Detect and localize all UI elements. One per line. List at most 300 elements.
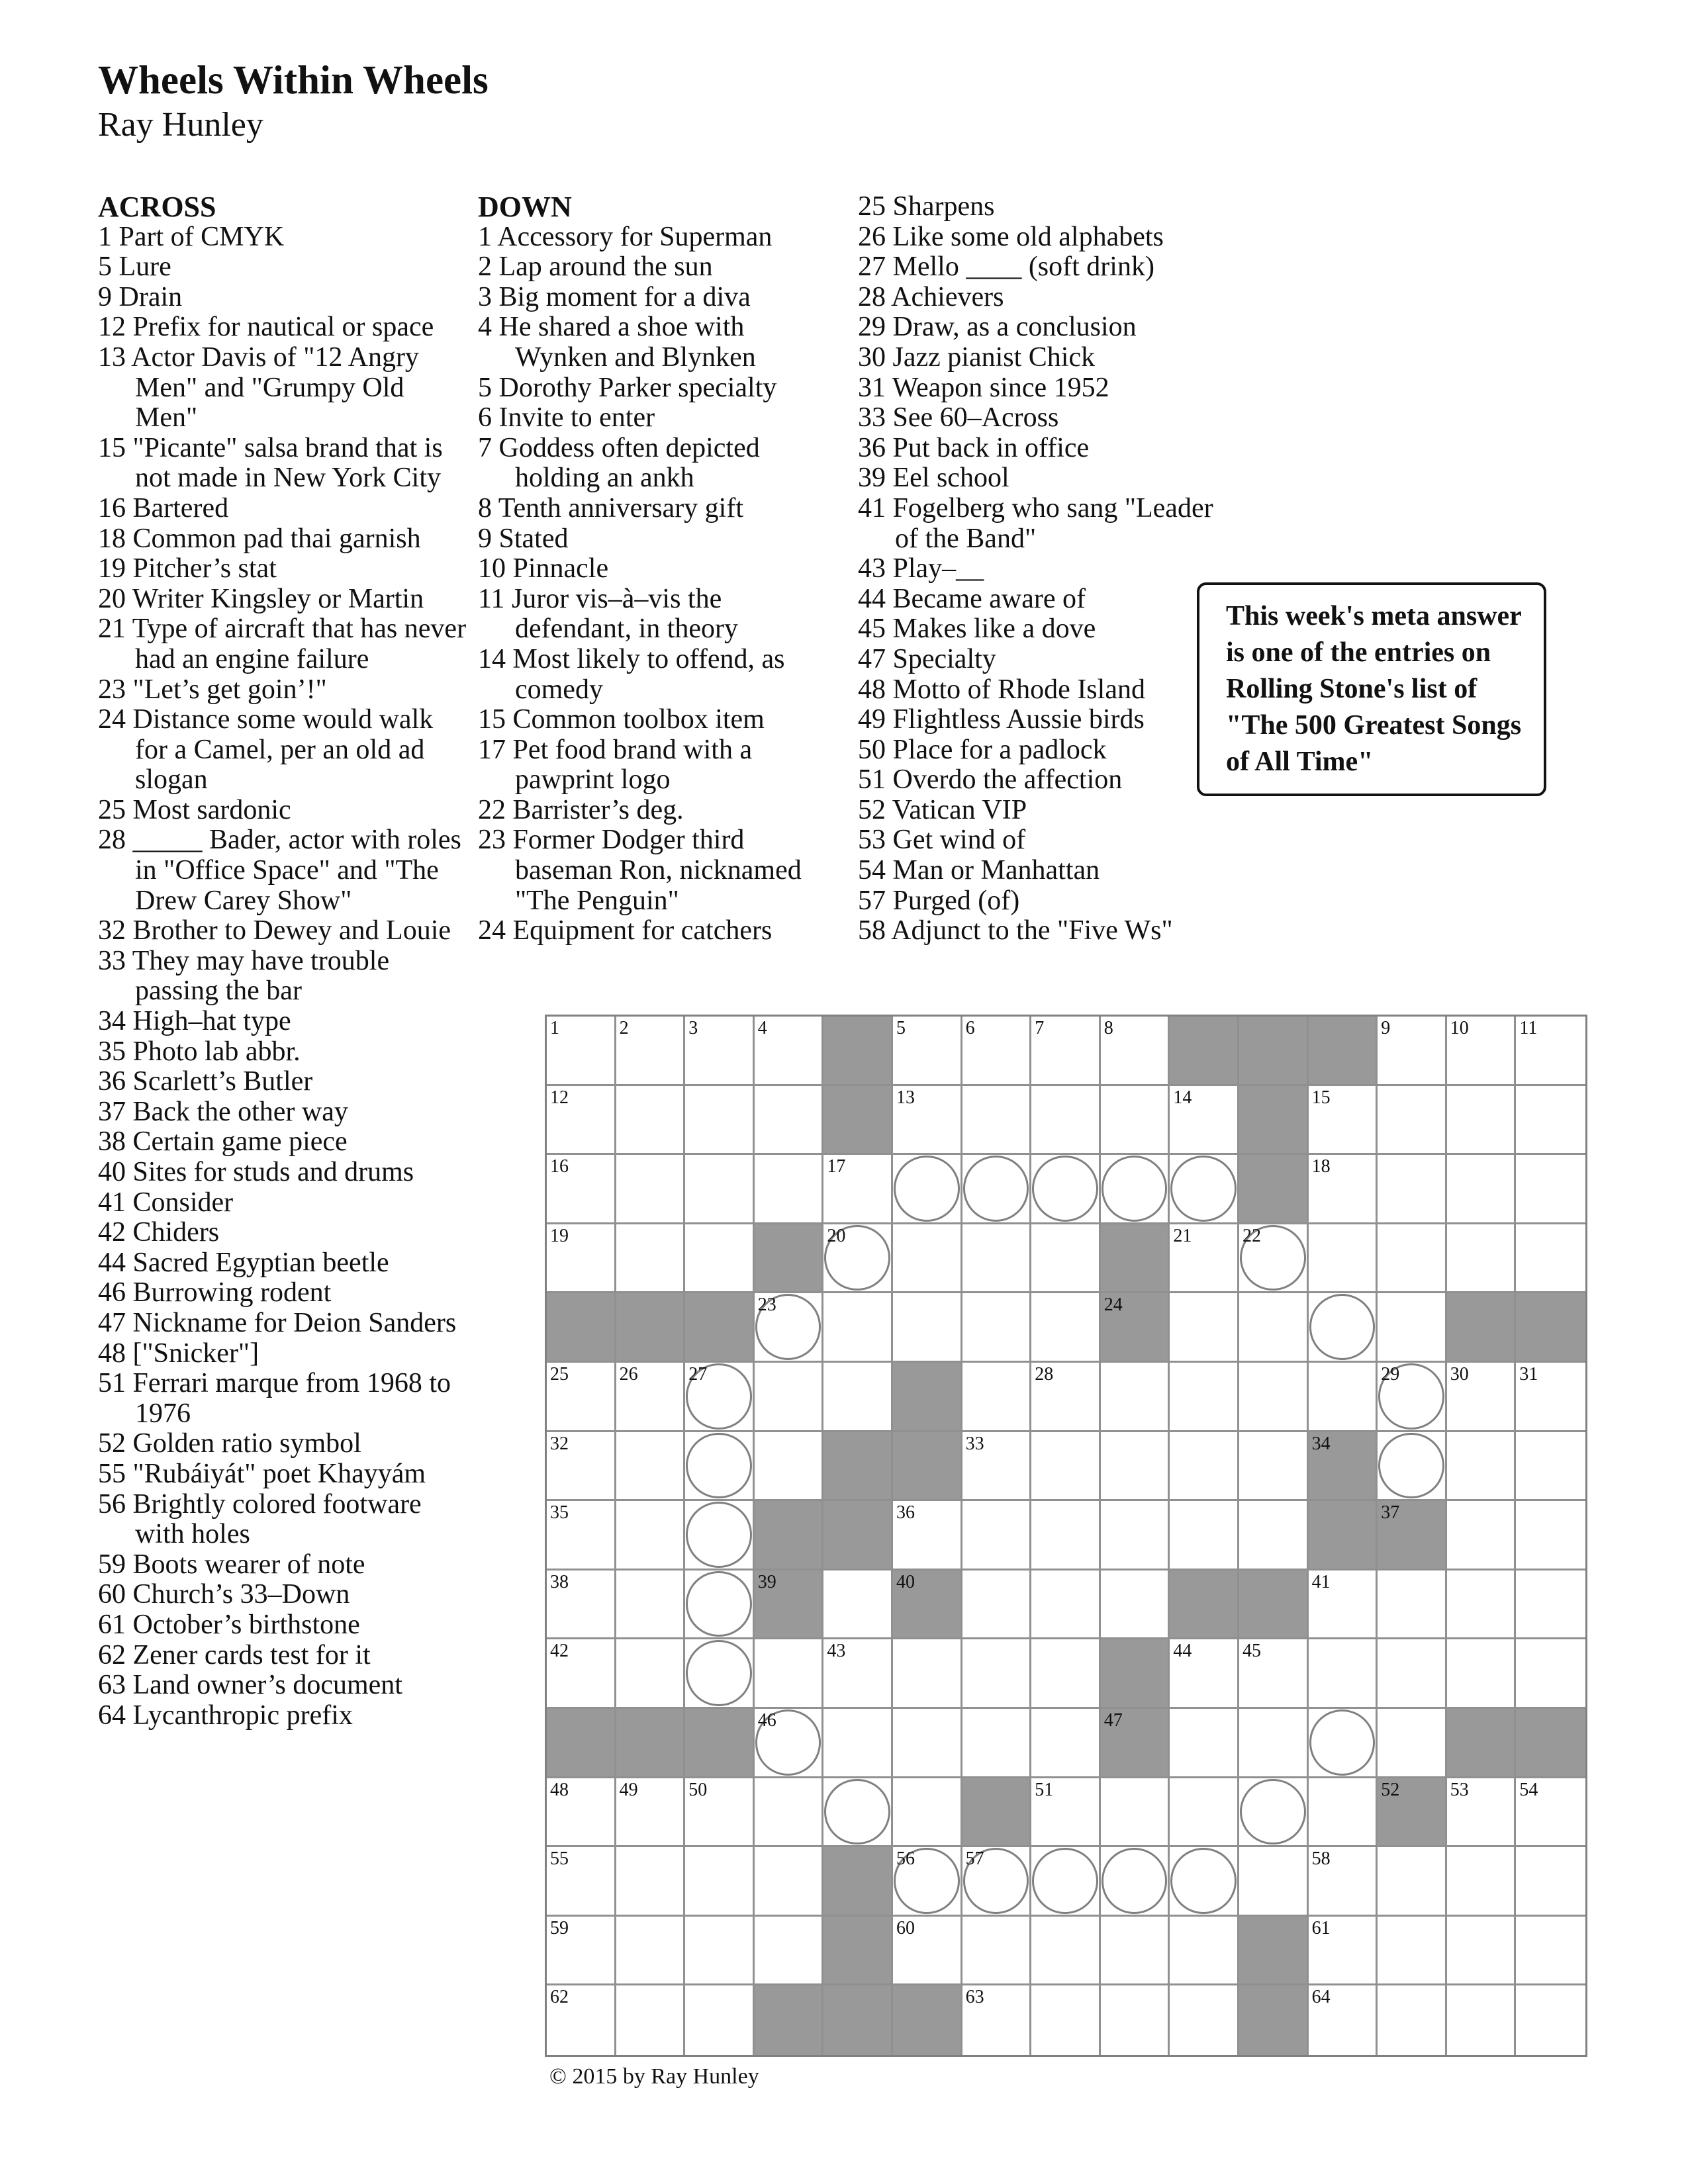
grid-cell[interactable] bbox=[1170, 1363, 1239, 1432]
cell-number: 28 bbox=[1035, 1363, 1054, 1385]
grid-cell[interactable] bbox=[1239, 1293, 1309, 1363]
grid-cell[interactable] bbox=[962, 1224, 1032, 1294]
grid-cell[interactable] bbox=[547, 1570, 616, 1640]
grid-cell[interactable] bbox=[893, 1224, 962, 1294]
grid-cell[interactable] bbox=[1378, 1086, 1447, 1156]
across-clue: 38 Certain game piece bbox=[98, 1126, 348, 1158]
grid-cell-circled[interactable] bbox=[1101, 1847, 1170, 1917]
grid-cell[interactable] bbox=[1031, 1570, 1101, 1640]
grid-block bbox=[893, 1570, 962, 1640]
grid-cell[interactable] bbox=[1101, 1432, 1170, 1502]
grid-cell-circled[interactable] bbox=[1170, 1847, 1239, 1917]
grid-cell[interactable] bbox=[962, 1985, 1032, 2055]
grid-cell[interactable] bbox=[1516, 1847, 1585, 1917]
grid-cell-circled[interactable] bbox=[685, 1432, 755, 1502]
grid-cell[interactable] bbox=[616, 1155, 686, 1224]
down-clue: 33 See 60–Across bbox=[858, 402, 1059, 433]
grid-cell[interactable] bbox=[616, 1985, 686, 2055]
grid-cell[interactable] bbox=[685, 1847, 755, 1917]
grid-block bbox=[1239, 1155, 1309, 1224]
across-clue: 36 Scarlett’s Butler bbox=[98, 1066, 313, 1097]
grid-cell[interactable] bbox=[1516, 1363, 1585, 1432]
cell-number: 56 bbox=[896, 1848, 915, 1870]
grid-cell[interactable] bbox=[547, 1086, 616, 1156]
cell-number: 18 bbox=[1311, 1156, 1331, 1177]
grid-cell[interactable] bbox=[1031, 1017, 1101, 1086]
grid-cell[interactable] bbox=[1101, 1570, 1170, 1640]
grid-block bbox=[685, 1293, 755, 1363]
grid-cell[interactable] bbox=[823, 1293, 893, 1363]
grid-cell[interactable] bbox=[1031, 1778, 1101, 1848]
grid-cell[interactable] bbox=[685, 1985, 755, 2055]
down-clue: 15 Common toolbox item bbox=[478, 704, 765, 735]
grid-cell[interactable] bbox=[1447, 1224, 1517, 1294]
cell-number: 3 bbox=[688, 1018, 698, 1038]
grid-block bbox=[962, 1778, 1032, 1848]
cell-number: 59 bbox=[550, 1917, 569, 1938]
grid-cell-circled[interactable] bbox=[1309, 1709, 1378, 1778]
grid-cell-circled[interactable] bbox=[685, 1363, 755, 1432]
cell-number: 15 bbox=[1311, 1087, 1331, 1108]
grid-cell[interactable] bbox=[1378, 1155, 1447, 1224]
down-heading: DOWN bbox=[478, 191, 572, 223]
cell-number: 25 bbox=[550, 1363, 569, 1385]
grid-cell[interactable] bbox=[1516, 1155, 1585, 1224]
grid-cell[interactable] bbox=[616, 1363, 686, 1432]
grid-cell[interactable] bbox=[1170, 1224, 1239, 1294]
grid-cell-circled[interactable] bbox=[1378, 1363, 1447, 1432]
cell-number: 45 bbox=[1242, 1641, 1261, 1662]
grid-cell[interactable] bbox=[1516, 1639, 1585, 1709]
across-clue: 23 "Let’s get goin’!" bbox=[98, 674, 327, 705]
across-clue: 46 Burrowing rodent bbox=[98, 1277, 332, 1308]
grid-cell[interactable] bbox=[1101, 1363, 1170, 1432]
down-clue: 5 Dorothy Parker specialty bbox=[478, 372, 777, 403]
grid-cell[interactable] bbox=[1170, 1917, 1239, 1986]
cell-number: 63 bbox=[965, 1987, 984, 2008]
cell-number: 41 bbox=[1311, 1571, 1331, 1592]
across-clue: 41 Consider bbox=[98, 1187, 234, 1218]
across-clues-column bbox=[98, 192, 469, 1731]
grid-cell[interactable] bbox=[547, 1432, 616, 1502]
cell-number: 27 bbox=[688, 1363, 708, 1385]
puzzle-author: Ray Hunley bbox=[98, 106, 263, 144]
down-clue: 48 Motto of Rhode Island bbox=[858, 674, 1145, 705]
grid-cell[interactable] bbox=[1516, 1570, 1585, 1640]
grid-cell[interactable] bbox=[1239, 1847, 1309, 1917]
grid-cell-circled[interactable] bbox=[685, 1639, 755, 1709]
grid-cell[interactable] bbox=[616, 1501, 686, 1570]
across-clue: 40 Sites for studs and drums bbox=[98, 1157, 414, 1187]
grid-cell-circled[interactable] bbox=[823, 1224, 893, 1294]
grid-cell[interactable] bbox=[1170, 1985, 1239, 2055]
grid-block bbox=[1516, 1709, 1585, 1778]
grid-cell[interactable] bbox=[1170, 1432, 1239, 1502]
grid-cell-circled[interactable] bbox=[1101, 1155, 1170, 1224]
grid-cell[interactable] bbox=[1378, 1917, 1447, 1986]
across-heading: ACROSS bbox=[98, 191, 216, 223]
grid-cell-circled[interactable] bbox=[1378, 1432, 1447, 1502]
cell-number: 19 bbox=[550, 1225, 569, 1246]
grid-cell[interactable] bbox=[547, 1224, 616, 1294]
grid-cell[interactable] bbox=[1309, 1917, 1378, 1986]
grid-cell[interactable] bbox=[1170, 1501, 1239, 1570]
grid-cell[interactable] bbox=[1170, 1709, 1239, 1778]
grid-cell-circled[interactable] bbox=[893, 1155, 962, 1224]
grid-cell[interactable] bbox=[823, 1709, 893, 1778]
grid-cell[interactable] bbox=[1170, 1639, 1239, 1709]
grid-cell[interactable] bbox=[1516, 1224, 1585, 1294]
grid-cell[interactable] bbox=[1239, 1432, 1309, 1502]
grid-block bbox=[616, 1709, 686, 1778]
grid-cell-circled[interactable] bbox=[962, 1155, 1032, 1224]
grid-cell[interactable] bbox=[893, 1709, 962, 1778]
cell-number: 6 bbox=[965, 1018, 975, 1038]
grid-cell[interactable] bbox=[1309, 1086, 1378, 1156]
grid-cell[interactable] bbox=[1031, 1501, 1101, 1570]
grid-cell[interactable] bbox=[1378, 1985, 1447, 2055]
grid-cell-circled[interactable] bbox=[685, 1501, 755, 1570]
across-clue: 56 Brightly colored footware with holes bbox=[98, 1488, 422, 1550]
grid-cell[interactable] bbox=[1031, 1224, 1101, 1294]
grid-cell[interactable] bbox=[962, 1917, 1032, 1986]
grid-block bbox=[823, 1847, 893, 1917]
across-clue: 59 Boots wearer of note bbox=[98, 1549, 365, 1580]
grid-cell[interactable] bbox=[1239, 1363, 1309, 1432]
grid-cell[interactable] bbox=[616, 1086, 686, 1156]
grid-cell[interactable] bbox=[547, 1363, 616, 1432]
grid-block bbox=[755, 1224, 824, 1294]
grid-cell[interactable] bbox=[1378, 1639, 1447, 1709]
grid-cell[interactable] bbox=[1378, 1224, 1447, 1294]
grid-cell[interactable] bbox=[616, 1639, 686, 1709]
grid-cell[interactable] bbox=[1101, 1017, 1170, 1086]
down-clue: 58 Adjunct to the "Five Ws" bbox=[858, 915, 1173, 946]
grid-block bbox=[893, 1985, 962, 2055]
grid-cell[interactable] bbox=[1309, 1985, 1378, 2055]
grid-cell[interactable] bbox=[1170, 1293, 1239, 1363]
across-clue: 61 October’s birthstone bbox=[98, 1609, 360, 1640]
grid-cell[interactable] bbox=[1378, 1293, 1447, 1363]
grid-cell-circled[interactable] bbox=[1239, 1224, 1309, 1294]
grid-cell[interactable] bbox=[547, 1778, 616, 1848]
grid-block bbox=[1170, 1570, 1239, 1640]
grid-block bbox=[1101, 1293, 1170, 1363]
grid-cell[interactable] bbox=[1170, 1778, 1239, 1848]
grid-block bbox=[1101, 1224, 1170, 1294]
grid-cell-circled[interactable] bbox=[1031, 1847, 1101, 1917]
grid-cell[interactable] bbox=[685, 1778, 755, 1848]
grid-cell[interactable] bbox=[616, 1570, 686, 1640]
grid-cell[interactable] bbox=[893, 1086, 962, 1156]
across-clue: 5 Lure bbox=[98, 251, 171, 283]
grid-cell[interactable] bbox=[1170, 1086, 1239, 1156]
grid-cell[interactable] bbox=[1309, 1847, 1378, 1917]
grid-cell[interactable] bbox=[893, 1639, 962, 1709]
down-clue-list-continued bbox=[858, 192, 1229, 946]
grid-cell[interactable] bbox=[685, 1017, 755, 1086]
cell-number: 17 bbox=[827, 1156, 846, 1177]
cell-number: 55 bbox=[550, 1848, 569, 1870]
down-clue: 11 Juror vis–à–vis the defendant, in theory bbox=[478, 583, 739, 645]
across-clue: 64 Lycanthropic prefix bbox=[98, 1700, 353, 1731]
cell-number: 10 bbox=[1450, 1018, 1469, 1038]
grid-cell-circled[interactable] bbox=[755, 1709, 824, 1778]
across-clue: 62 Zener cards test for it bbox=[98, 1639, 371, 1670]
down-clue: 8 Tenth anniversary gift bbox=[478, 492, 744, 523]
grid-cell[interactable] bbox=[1101, 1917, 1170, 1986]
grid-cell[interactable] bbox=[755, 1432, 824, 1502]
down-clue: 41 Fogelberg who sang "Leader of the Band" bbox=[858, 492, 1213, 554]
grid-cell[interactable] bbox=[547, 1985, 616, 2055]
grid-cell-circled[interactable] bbox=[1309, 1293, 1378, 1363]
cell-number: 20 bbox=[827, 1225, 846, 1246]
cell-number: 42 bbox=[550, 1641, 569, 1662]
grid-cell-circled[interactable] bbox=[755, 1293, 824, 1363]
cell-number: 22 bbox=[1242, 1225, 1261, 1246]
down-clue: 54 Man or Manhattan bbox=[858, 855, 1100, 886]
across-clue: 9 Drain bbox=[98, 281, 183, 312]
grid-cell[interactable] bbox=[685, 1086, 755, 1156]
grid-cell[interactable] bbox=[962, 1709, 1032, 1778]
grid-cell-circled[interactable] bbox=[685, 1570, 755, 1640]
grid-cell[interactable] bbox=[823, 1363, 893, 1432]
cell-number: 29 bbox=[1381, 1363, 1400, 1385]
grid-cell[interactable] bbox=[685, 1224, 755, 1294]
grid-cell[interactable] bbox=[616, 1917, 686, 1986]
grid-cell[interactable] bbox=[616, 1224, 686, 1294]
across-clue: 12 Prefix for nautical or space bbox=[98, 312, 434, 343]
grid-cell[interactable] bbox=[1309, 1639, 1378, 1709]
grid-cell[interactable] bbox=[685, 1917, 755, 1986]
grid-cell[interactable] bbox=[755, 1155, 824, 1224]
down-clue: 36 Put back in office bbox=[858, 432, 1090, 463]
grid-cell[interactable] bbox=[547, 1155, 616, 1224]
down-clue: 39 Eel school bbox=[858, 463, 1009, 494]
grid-cell[interactable] bbox=[962, 1432, 1032, 1502]
down-clue: 14 Most likely to offend, as comedy bbox=[478, 643, 785, 705]
grid-cell[interactable] bbox=[1378, 1847, 1447, 1917]
grid-cell[interactable] bbox=[1309, 1778, 1378, 1848]
cell-number: 44 bbox=[1173, 1641, 1192, 1662]
grid-cell[interactable] bbox=[547, 1917, 616, 1986]
grid-cell[interactable] bbox=[823, 1155, 893, 1224]
grid-block bbox=[685, 1709, 755, 1778]
grid-cell[interactable] bbox=[1101, 1778, 1170, 1848]
cell-number: 26 bbox=[619, 1363, 638, 1385]
across-clue-list bbox=[98, 222, 469, 1731]
grid-cell[interactable] bbox=[1447, 1778, 1517, 1848]
grid-cell[interactable] bbox=[1239, 1709, 1309, 1778]
cell-number: 50 bbox=[688, 1779, 708, 1800]
cell-number: 37 bbox=[1381, 1502, 1400, 1524]
grid-cell[interactable] bbox=[1101, 1985, 1170, 2055]
grid-cell[interactable] bbox=[1447, 1017, 1517, 1086]
grid-block bbox=[1447, 1293, 1517, 1363]
grid-cell[interactable] bbox=[1101, 1086, 1170, 1156]
grid-cell[interactable] bbox=[1309, 1155, 1378, 1224]
grid-cell[interactable] bbox=[962, 1293, 1032, 1363]
grid-cell[interactable] bbox=[962, 1501, 1032, 1570]
grid-cell[interactable] bbox=[1516, 1778, 1585, 1848]
grid-block bbox=[1239, 1086, 1309, 1156]
across-clue: 35 Photo lab abbr. bbox=[98, 1036, 301, 1067]
grid-block bbox=[547, 1293, 616, 1363]
grid-cell[interactable] bbox=[1516, 1985, 1585, 2055]
grid-cell[interactable] bbox=[1309, 1570, 1378, 1640]
grid-cell[interactable] bbox=[1031, 1985, 1101, 2055]
across-clue: 18 Common pad thai garnish bbox=[98, 523, 421, 554]
grid-cell-circled[interactable] bbox=[893, 1847, 962, 1917]
down-clue: 47 Specialty bbox=[858, 643, 996, 674]
grid-cell[interactable] bbox=[547, 1017, 616, 1086]
grid-block bbox=[893, 1432, 962, 1502]
grid-cell[interactable] bbox=[1516, 1432, 1585, 1502]
grid-cell[interactable] bbox=[1516, 1501, 1585, 1570]
cell-number: 4 bbox=[757, 1018, 767, 1038]
down-clue: 43 Play–__ bbox=[858, 553, 984, 584]
grid-cell[interactable] bbox=[1309, 1224, 1378, 1294]
down-clue: 52 Vatican VIP bbox=[858, 794, 1027, 825]
cell-number: 14 bbox=[1173, 1087, 1192, 1108]
down-clues-column bbox=[478, 192, 835, 946]
grid-cell[interactable] bbox=[1447, 1363, 1517, 1432]
grid-cell[interactable] bbox=[685, 1155, 755, 1224]
grid-cell[interactable] bbox=[823, 1570, 893, 1640]
grid-cell-circled[interactable] bbox=[1239, 1778, 1309, 1848]
grid-cell[interactable] bbox=[1447, 1917, 1517, 1986]
grid-cell[interactable] bbox=[893, 1017, 962, 1086]
grid-cell[interactable] bbox=[755, 1363, 824, 1432]
grid-cell[interactable] bbox=[1031, 1293, 1101, 1363]
cell-number: 58 bbox=[1311, 1848, 1331, 1870]
grid-cell[interactable] bbox=[962, 1017, 1032, 1086]
grid-cell[interactable] bbox=[1031, 1639, 1101, 1709]
cell-number: 47 bbox=[1103, 1709, 1123, 1731]
grid-cell[interactable] bbox=[1516, 1086, 1585, 1156]
grid-cell[interactable] bbox=[1031, 1709, 1101, 1778]
grid-cell-circled[interactable] bbox=[1170, 1155, 1239, 1224]
down-clue: 17 Pet food brand with a pawprint logo bbox=[478, 734, 753, 796]
grid-cell[interactable] bbox=[1239, 1501, 1309, 1570]
across-clue: 24 Distance some would walk for a Camel, per an old ad slogan bbox=[98, 704, 434, 796]
grid-block bbox=[1239, 1985, 1309, 2055]
grid-cell[interactable] bbox=[962, 1086, 1032, 1156]
grid-cell[interactable] bbox=[547, 1847, 616, 1917]
grid-cell-circled[interactable] bbox=[1031, 1155, 1101, 1224]
across-clue: 21 Type of aircraft that has never had an engine failure bbox=[98, 614, 467, 674]
grid-cell[interactable] bbox=[755, 1086, 824, 1156]
cell-number: 36 bbox=[896, 1502, 915, 1524]
grid-cell[interactable] bbox=[547, 1639, 616, 1709]
cell-number: 54 bbox=[1519, 1779, 1538, 1800]
grid-cell[interactable] bbox=[823, 1639, 893, 1709]
down-clue: 6 Invite to enter bbox=[478, 402, 655, 433]
grid-cell[interactable] bbox=[1447, 1432, 1517, 1502]
grid-cell[interactable] bbox=[893, 1917, 962, 1986]
grid-cell[interactable] bbox=[1447, 1086, 1517, 1156]
grid-cell[interactable] bbox=[1031, 1917, 1101, 1986]
cell-number: 24 bbox=[1103, 1295, 1123, 1316]
across-clue: 47 Nickname for Deion Sanders bbox=[98, 1307, 457, 1338]
cell-number: 21 bbox=[1173, 1225, 1192, 1246]
grid-cell[interactable] bbox=[962, 1639, 1032, 1709]
grid-cell[interactable] bbox=[755, 1847, 824, 1917]
grid-cell[interactable] bbox=[1378, 1017, 1447, 1086]
grid-cell[interactable] bbox=[893, 1778, 962, 1848]
across-clue: 51 Ferrari marque from 1968 to 1976 bbox=[98, 1368, 451, 1429]
grid-cell[interactable] bbox=[962, 1570, 1032, 1640]
grid-cell[interactable] bbox=[1101, 1501, 1170, 1570]
down-clue: 7 Goddess often depicted holding an ankh bbox=[478, 432, 760, 494]
grid-cell[interactable] bbox=[616, 1432, 686, 1502]
grid-cell[interactable] bbox=[962, 1363, 1032, 1432]
down-clue: 9 Stated bbox=[478, 523, 569, 554]
grid-block bbox=[823, 1017, 893, 1086]
puzzle-title: Wheels Within Wheels bbox=[98, 58, 489, 103]
grid-cell[interactable] bbox=[1447, 1847, 1517, 1917]
grid-block bbox=[1239, 1917, 1309, 1986]
cell-number: 60 bbox=[896, 1917, 915, 1938]
across-clue: 34 High–hat type bbox=[98, 1006, 291, 1037]
grid-cell[interactable] bbox=[893, 1293, 962, 1363]
grid-cell[interactable] bbox=[616, 1847, 686, 1917]
cell-number: 53 bbox=[1450, 1779, 1469, 1800]
down-clue: 2 Lap around the sun bbox=[478, 251, 713, 283]
grid-block bbox=[1447, 1709, 1517, 1778]
grid-cell[interactable] bbox=[616, 1017, 686, 1086]
cell-number: 9 bbox=[1381, 1018, 1391, 1038]
grid-block bbox=[1516, 1293, 1585, 1363]
grid-cell[interactable] bbox=[1447, 1639, 1517, 1709]
grid-cell[interactable] bbox=[1031, 1432, 1101, 1502]
grid-cell[interactable] bbox=[1031, 1363, 1101, 1432]
grid-cell[interactable] bbox=[1239, 1639, 1309, 1709]
grid-cell[interactable] bbox=[755, 1017, 824, 1086]
grid-cell[interactable] bbox=[1447, 1501, 1517, 1570]
grid-cell[interactable] bbox=[1031, 1086, 1101, 1156]
across-clue: 52 Golden ratio symbol bbox=[98, 1428, 361, 1459]
grid-cell[interactable] bbox=[1447, 1985, 1517, 2055]
grid-block bbox=[547, 1709, 616, 1778]
grid-cell[interactable] bbox=[755, 1917, 824, 1986]
grid-cell[interactable] bbox=[893, 1501, 962, 1570]
grid-cell-circled[interactable] bbox=[962, 1847, 1032, 1917]
grid-cell[interactable] bbox=[1516, 1917, 1585, 1986]
across-clue: 15 "Picante" salsa brand that is not made in New York City bbox=[98, 432, 443, 494]
grid-cell[interactable] bbox=[1516, 1017, 1585, 1086]
grid-cell[interactable] bbox=[1447, 1155, 1517, 1224]
grid-cell-circled[interactable] bbox=[823, 1778, 893, 1848]
cell-number: 49 bbox=[619, 1779, 638, 1800]
grid-block bbox=[755, 1985, 824, 2055]
grid-block bbox=[1101, 1639, 1170, 1709]
grid-cell[interactable] bbox=[1447, 1570, 1517, 1640]
grid-cell[interactable] bbox=[1309, 1363, 1378, 1432]
grid-cell[interactable] bbox=[1378, 1570, 1447, 1640]
grid-cell[interactable] bbox=[1378, 1709, 1447, 1778]
grid-block bbox=[755, 1501, 824, 1570]
grid-cell[interactable] bbox=[616, 1778, 686, 1848]
grid-cell[interactable] bbox=[755, 1778, 824, 1848]
across-clue: 19 Pitcher’s stat bbox=[98, 553, 277, 584]
cell-number: 31 bbox=[1519, 1363, 1538, 1385]
across-clue: 37 Back the other way bbox=[98, 1096, 348, 1127]
grid-cell[interactable] bbox=[755, 1639, 824, 1709]
cell-number: 16 bbox=[550, 1156, 569, 1177]
down-clue: 44 Became aware of bbox=[858, 583, 1086, 614]
grid-cell[interactable] bbox=[547, 1501, 616, 1570]
